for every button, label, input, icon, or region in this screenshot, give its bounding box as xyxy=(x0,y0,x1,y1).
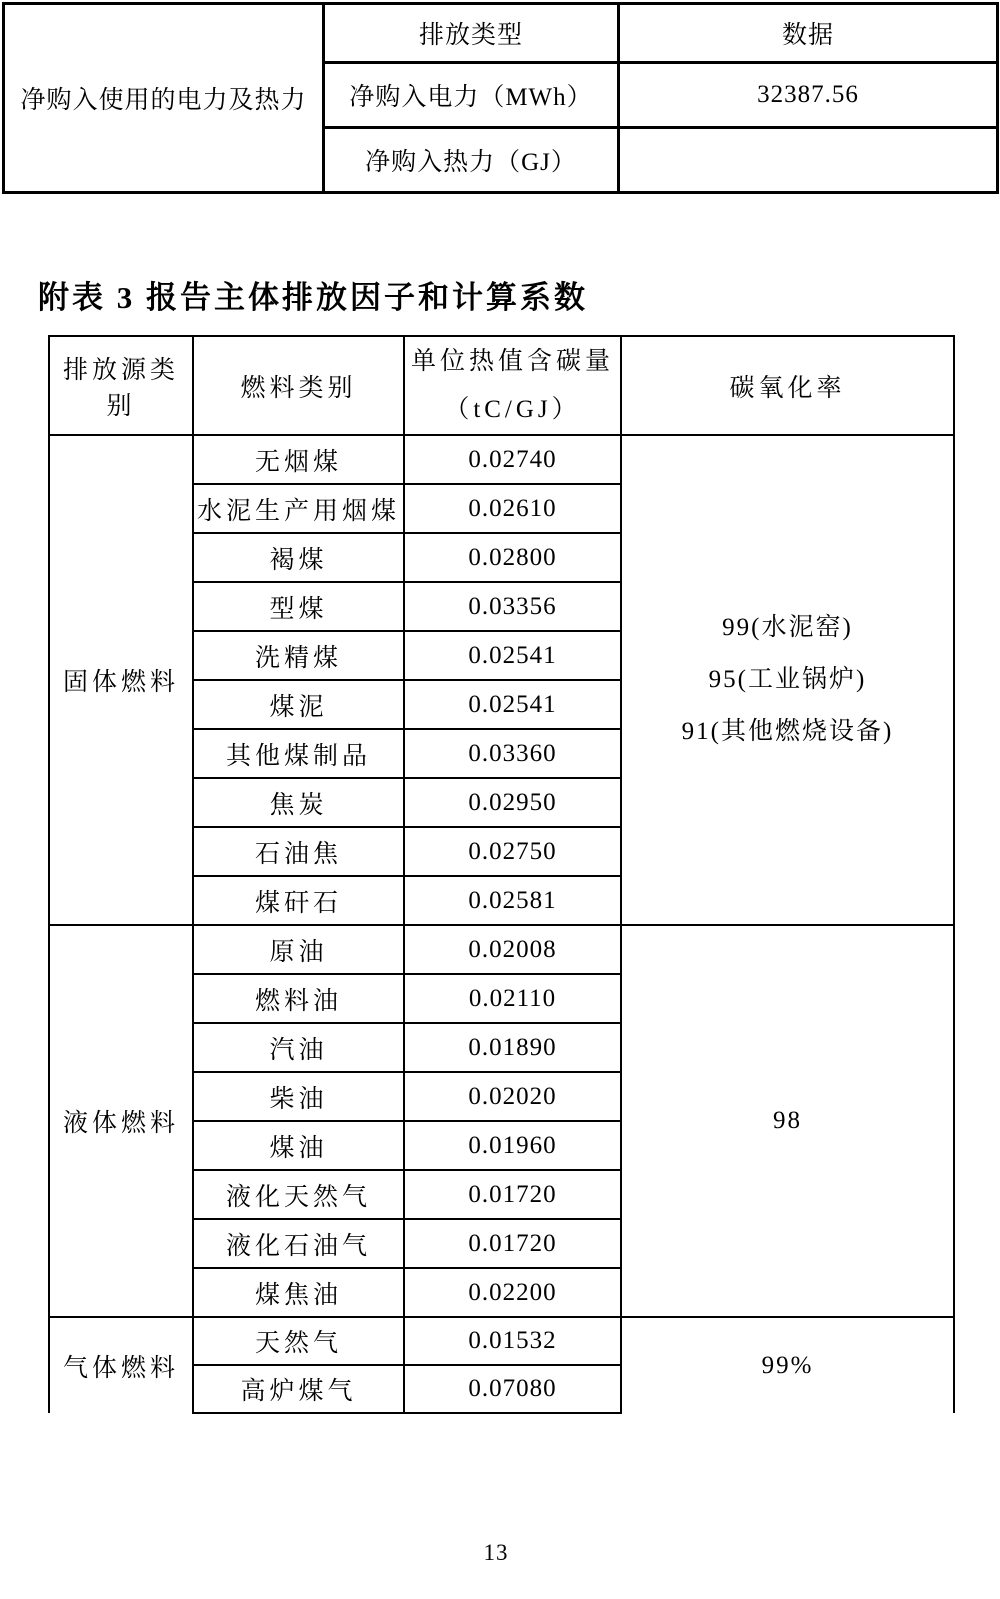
fuel-name-cell: 天然气 xyxy=(193,1317,404,1365)
fuel-name-cell: 汽油 xyxy=(193,1023,404,1072)
carbon-content-cell: 0.02020 xyxy=(404,1072,621,1121)
fuel-name-cell: 原油 xyxy=(193,925,404,974)
oxidation-rate-line: 91(其他燃烧设备) xyxy=(681,718,894,745)
net-purchased-electricity-label: 净购入电力（MWh） xyxy=(324,63,619,128)
carbon-content-cell: 0.02581 xyxy=(404,876,621,925)
liquid-oxidation-rate-cell: 98 xyxy=(621,925,954,1317)
carbon-content-header xyxy=(404,336,621,435)
fuel-name-cell: 其他煤制品 xyxy=(193,729,404,778)
fuel-name-cell: 煤泥 xyxy=(193,680,404,729)
carbon-content-cell: 0.02110 xyxy=(404,974,621,1023)
header-row xyxy=(49,336,954,435)
source-category-header: 排放源类别 xyxy=(49,336,193,435)
fuel-name-cell: 褐煤 xyxy=(193,533,404,582)
carbon-content-cell: 0.03356 xyxy=(404,582,621,631)
oxidation-rate-line: 95(工业锅炉) xyxy=(708,666,867,693)
carbon-content-cell: 0.02800 xyxy=(404,533,621,582)
table-row xyxy=(4,4,998,63)
fuel-name-cell: 型煤 xyxy=(193,582,404,631)
carbon-content-cell: 0.02200 xyxy=(404,1268,621,1317)
carbon-content-cell: 0.03360 xyxy=(404,729,621,778)
solid-fuel-category-cell: 固体燃料 xyxy=(49,435,193,925)
fuel-name-cell: 液化石油气 xyxy=(193,1219,404,1268)
fuel-name-cell: 煤焦油 xyxy=(193,1268,404,1317)
fuel-name-cell: 燃料油 xyxy=(193,974,404,1023)
carbon-content-cell: 0.02541 xyxy=(404,680,621,729)
emission-type-header: 排放类型 xyxy=(324,4,619,63)
oxidation-rate-line: 99(水泥窑) xyxy=(722,614,853,641)
page-number: 13 xyxy=(483,1540,509,1565)
net-purchased-heat-label: 净购入热力（GJ） xyxy=(324,128,619,193)
fuel-category-header: 燃料类别 xyxy=(193,336,404,435)
oxidation-rate-header: 碳氧化率 xyxy=(621,336,954,435)
gas-fuel-category-cell: 气体燃料 xyxy=(49,1317,193,1413)
carbon-content-cell: 0.01532 xyxy=(404,1317,621,1365)
fuel-name-cell: 高炉煤气 xyxy=(193,1365,404,1413)
carbon-content-cell: 0.02610 xyxy=(404,484,621,533)
fuel-name-cell: 水泥生产用烟煤 xyxy=(193,484,404,533)
carbon-content-cell: 0.02541 xyxy=(404,631,621,680)
fuel-name-cell: 煤油 xyxy=(193,1121,404,1170)
fuel-name-cell: 无烟煤 xyxy=(193,435,404,484)
solid-oxidation-rate-cell xyxy=(621,435,954,925)
emission-factors-table xyxy=(48,335,955,1414)
data-header: 数据 xyxy=(619,4,998,63)
fuel-name-cell: 柴油 xyxy=(193,1072,404,1121)
carbon-content-header-line2: （tC/GJ） xyxy=(444,395,581,423)
carbon-content-cell: 0.02750 xyxy=(404,827,621,876)
purchased-energy-row-header: 净购入使用的电力及热力 xyxy=(4,4,324,193)
fuel-name-cell: 石油焦 xyxy=(193,827,404,876)
carbon-content-cell: 0.02008 xyxy=(404,925,621,974)
carbon-content-cell: 0.01960 xyxy=(404,1121,621,1170)
purchased-energy-table xyxy=(2,2,999,194)
fuel-name-cell: 煤矸石 xyxy=(193,876,404,925)
table-row xyxy=(49,1317,954,1365)
fuel-name-cell: 洗精煤 xyxy=(193,631,404,680)
carbon-content-cell: 0.01890 xyxy=(404,1023,621,1072)
net-purchased-heat-value xyxy=(619,128,998,193)
carbon-content-header-line1: 单位热值含碳量 xyxy=(410,347,614,375)
carbon-content-cell: 0.02740 xyxy=(404,435,621,484)
carbon-content-cell: 0.01720 xyxy=(404,1170,621,1219)
table-row xyxy=(49,925,954,974)
table3-title: 附表 3 报告主体排放因子和计算系数 xyxy=(38,280,588,315)
fuel-name-cell: 液化天然气 xyxy=(193,1170,404,1219)
carbon-content-cell: 0.02950 xyxy=(404,778,621,827)
carbon-content-cell: 0.07080 xyxy=(404,1365,621,1413)
fuel-name-cell: 焦炭 xyxy=(193,778,404,827)
liquid-fuel-category-cell: 液体燃料 xyxy=(49,925,193,1317)
carbon-content-cell: 0.01720 xyxy=(404,1219,621,1268)
table-row xyxy=(49,435,954,484)
gas-oxidation-rate-cell: 99% xyxy=(621,1317,954,1413)
net-purchased-electricity-value: 32387.56 xyxy=(619,63,998,128)
